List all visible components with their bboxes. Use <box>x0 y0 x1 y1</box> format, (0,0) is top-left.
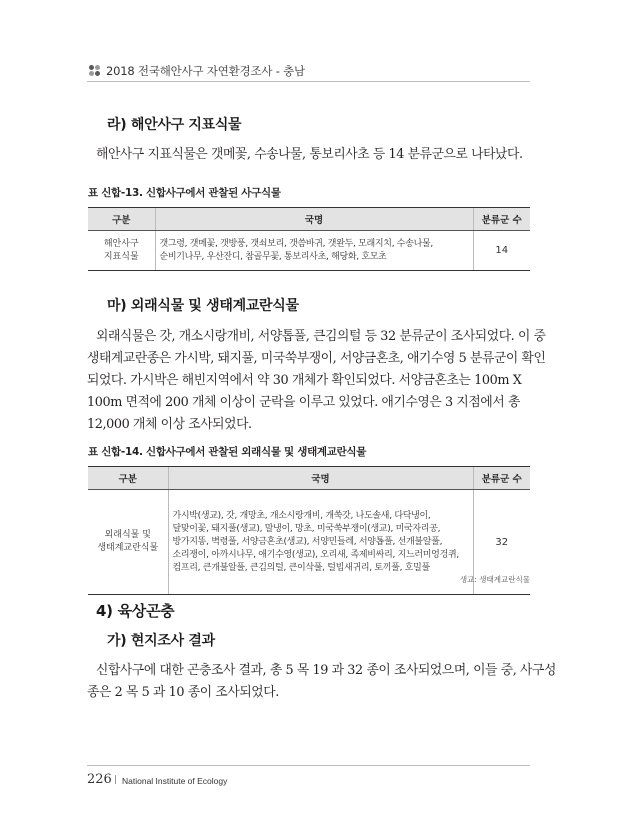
species-line: 컴프리, 큰개불알풀, 큰김의털, 큰이삭풀, 털빕새귀리, 토끼풀, 호밀풀 <box>172 562 430 573</box>
species-line: 방가지똥, 벽령풀, 서양금혼초(생교), 서양민들레, 서양톱풀, 선개불알풀, <box>172 536 443 547</box>
header-divider <box>87 81 530 82</box>
category-line: 생태계교란식물 <box>97 543 159 553</box>
table-caption-invasive-plants: 표 신합-14. 신합사구에서 관찰된 외래식물 및 생태계교란식물 <box>88 446 367 458</box>
page-number: 226 <box>87 772 112 787</box>
species-names-cell <box>155 231 473 271</box>
taxa-count-cell: 14 <box>473 231 530 271</box>
header-logo-icon <box>89 65 101 77</box>
paragraph-line: 외래식물은 갓, 개소시랑개비, 서양톱풀, 큰김의털 등 32 분류군이 조사되었다. 이 중 <box>96 329 546 344</box>
category-line: 지표식물 <box>103 251 139 262</box>
category-line: 해안사구 <box>103 238 139 249</box>
category-cell <box>88 231 155 271</box>
species-line: 순비기나무, 우산잔디, 참골무꽃, 통보리사초, 해당화, 호모초 <box>159 251 387 262</box>
species-names-cell <box>168 490 473 595</box>
column-header-taxa-count: 분류군 수 <box>473 208 530 231</box>
footer-institute-name: National Institute of Ecology <box>122 776 228 786</box>
column-header-category: 구분 <box>88 208 155 231</box>
footer-divider <box>87 765 530 766</box>
column-header-korean-name: 국명 <box>155 208 473 231</box>
paragraph-indicator-plants: 해안사구 지표식물은 갯메꽃, 수송나물, 통보리사초 등 14 분류군으로 나타났다. <box>96 147 523 162</box>
paragraph-line: 100m 면적에 200 개체 이상이 군락을 이루고 있었다. 애기수영은 3 지점에서 총 <box>87 395 520 410</box>
column-header-category: 구분 <box>88 467 168 490</box>
paragraph-line: 되었다. 가시박은 해빈지역에서 약 30 개체가 확인되었다. 서양금혼초는 100m X <box>87 373 522 388</box>
paragraph-line: 12,000 개체 이상 조사되었다. <box>87 417 252 432</box>
species-line: 갯그령, 갯메꽃, 갯방풍, 갯쇠보리, 갯씀바귀, 갯완두, 모래지치, 수송나물, <box>159 238 433 249</box>
footer-separator: | <box>114 775 118 785</box>
section-heading-invasive-plants: 마) 외래식물 및 생태계교란식물 <box>107 298 299 314</box>
species-line: 가시박(생교), 갓, 개망초, 개소시랑개비, 개쑥갓, 나도솔새, 다닥냉이, <box>172 510 431 521</box>
table-row <box>88 231 530 271</box>
paragraph-line: 생태계교란종은 가시박, 돼지풀, 미국쑥부쟁이, 서양금혼초, 애기수영 5 분류군이 확인 <box>87 351 546 366</box>
category-cell <box>88 490 168 595</box>
species-line: 소리쟁이, 아까시나무, 애기수영(생교), 오리새, 족제비싸리, 지느러미엉겅퀴, <box>172 549 459 560</box>
table-header-row <box>88 208 530 231</box>
section-heading-field-survey: 가) 현지조사 결과 <box>107 633 215 649</box>
dune-plants-table <box>88 207 530 271</box>
column-header-taxa-count: 분류군 수 <box>473 467 530 490</box>
table-source-note: 생교: 생태계교란식물 <box>459 575 530 584</box>
table-header-row <box>88 467 530 490</box>
column-header-korean-name: 국명 <box>168 467 473 490</box>
table-caption-dune-plants: 표 신합-13. 신합사구에서 관찰된 사구식물 <box>88 187 281 199</box>
section-heading-indicator-plants: 라) 해안사구 지표식물 <box>107 117 242 133</box>
species-line: 달맞이꽃, 돼지풀(생교), 말냉이, 망초, 미국쑥부쟁이(생교), 미국자리공, <box>172 523 441 534</box>
taxa-count-cell: 32 <box>473 490 530 595</box>
paragraph-line: 신합사구에 대한 곤충조사 결과, 총 5 목 19 과 32 종이 조사되었으며, 이들 중, 사구성 <box>96 663 556 678</box>
section-heading-terrestrial-insects: 4) 육상곤충 <box>96 602 175 620</box>
category-line: 외래식물 및 <box>104 530 151 540</box>
paragraph-line: 종은 2 목 5 과 10 종이 조사되었다. <box>87 685 279 700</box>
running-header-title: 2018 전국해안사구 자연환경조사 - 충남 <box>106 64 305 78</box>
